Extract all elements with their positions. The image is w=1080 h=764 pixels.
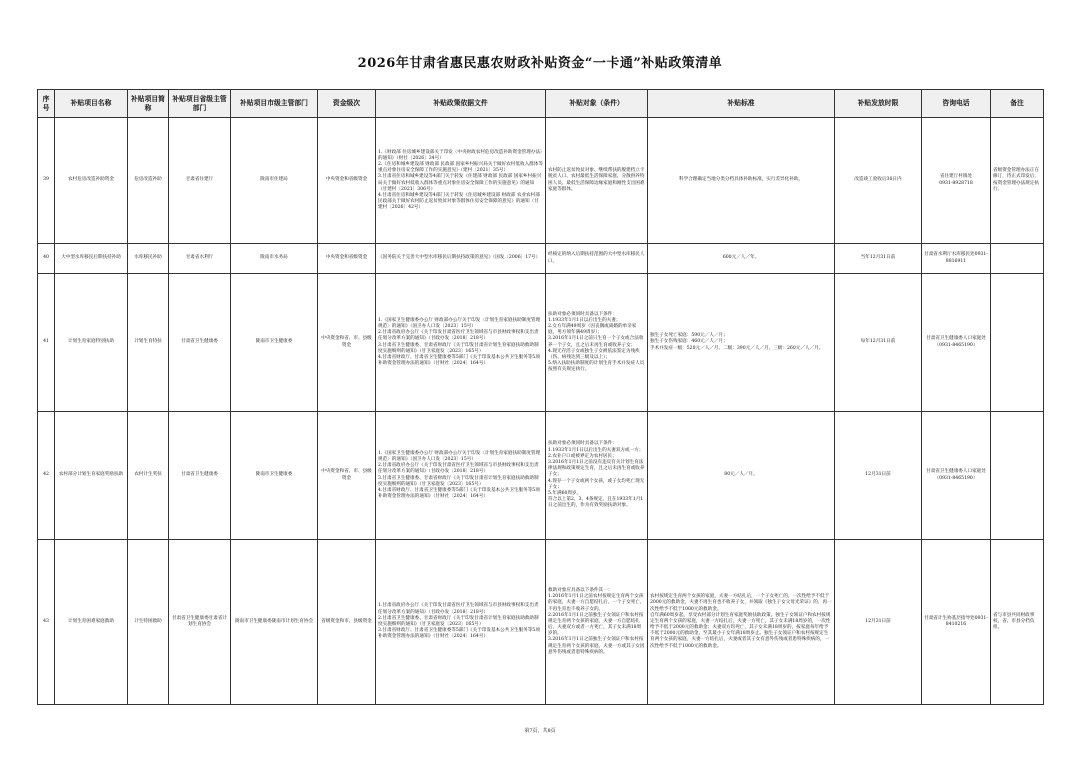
cell-target: 扶助对象必须同时具备以下条件： 1.1933年1月1日以后出生的夫妻； 2.女方年满49周岁（因丧偶或离婚的单亲家庭，男方须年满49周岁）； 3.2016年1月1日之前只生育一个子女或合法收养一个子女，且之后未再生育或收养子女； 4.现无存活子女或独生子女被依法鉴定为残疾（伤、病残达到三级及以上）； 5.纳入扶助扶助制度的计划生育手术并发症人员按照有关规定执行。 [546,274,648,412]
cell-basis: 1.《国家卫生健康委办公厅 财政部办公厅关于印发〈计划生育家庭扶助制度管理规范〉的通知》（国卫办人口发〔2023〕15号） 2.甘肃省政府办公厅《关于印发甘肃省医疗卫生领域省与市县财政事权和支出责任划分改革方案的通知》（甘政办发〔2018〕218号） 3.甘肃省卫生健康委、甘肃省财政厅《关于印发甘肃省计划生育家庭扶助救助制度实施细则的通知》（甘卫家庭发〔2023〕165号） 4.甘肃省财政厅、甘肃省卫生健康委等5部门《关于印发基本公共卫生服务等5项补助资金管理办法的通知》（甘财社〔2024〕164号） [376,274,546,412]
table-row [38,540,1044,705]
cell-name: 大中型水库移民后期扶持补助 [55,244,128,274]
header-phone: 咨询电话 [922,90,991,118]
cell-time: 改造竣工验收后30日内 [835,118,922,244]
cell-no: 43 [38,540,55,705]
header-prov: 补贴项目省级主管部门 [169,90,231,118]
cell-phone: 甘肃省卫生健康委人口家庭处 （0931-8465190） [922,412,991,540]
cell-phone: 甘肃省水利厅水库移民处0931-8816911 [922,244,991,274]
cell-prov: 甘肃省卫生健康委 [169,412,231,540]
cell-level: 中央资金和省级资金 [318,118,376,244]
cell-prov: 甘肃省卫生健康委甘肃省计划生育协会 [169,540,231,705]
cell-city: 陇南市卫生健康委 [231,412,318,540]
header-no: 序号 [38,90,55,118]
cell-name: 农村危房改造补助资金 [55,118,128,244]
header-target: 补贴对象（条件） [546,90,648,118]
cell-remark: 省级资金管理办法正在修订，待正式印发后，按资金管理办法规定执行。 [991,118,1044,244]
header-time: 补贴发放时限 [835,90,922,118]
cell-level: 中央资金和省级资金 [318,244,376,274]
cell-time: 12月31日前 [835,412,922,540]
cell-standard: 农村按规定生育两个女孩的家庭，夫妻一方结扎后，一个子女死亡的，一次性给予不低于2000元的救助金，夫妻不再生育也不收养子女，并领取《独生子女父母光荣证》的，再一次性给予不低于1000元的救助金。 自年满60周岁起，享受农村部分计划生育家庭奖励扶助政策。独生子女领证户和农村按规定生育两个女孩的家庭，夫妻一方结扎后，夫妻一方死亡，其子女未满18周岁的，一次性给予不低于2000元的救助金；夫妻双方均死亡，其子女未满18周岁的，按家庭每年给予不低于2000元的救助金，至其最小子女年满18周岁止。独生子女领证户和农村按规定生育两个女孩的家庭，夫妻一方结扎后，夫妻或者其子女有意外伤残或者患特殊疾病的，一次性给予不低于1000元的救助金。 [648,540,835,705]
document-title: 2026年甘肃省惠民惠农财政补贴资金“一卡通”补贴政策清单 [357,56,723,71]
table-row [38,412,1044,540]
table-header-row [38,90,1044,118]
cell-prov: 甘肃省住建厅 [169,118,231,244]
cell-basis: 1.《国家卫生健康委办公厅 财政部办公厅关于印发〈计划生育家庭扶助制度管理规范〉的通知》（国卫办人口发〔2023〕15号） 2.甘肃省政府办公厅《关于印发甘肃省医疗卫生领域省与市县财政事权和支出责任划分改革方案的通知》（甘政办发〔2018〕218号） 3.甘肃省卫生健康委、甘肃省财政厅《关于印发甘肃省计划生育家庭扶助救助制度实施细则的通知》（甘卫家庭发〔2023〕165号） 4.甘肃省财政厅、甘肃省卫生健康委等5部门《关于印发基本公共卫生服务等5项补助资金管理办法的通知》（甘财社〔2024〕164号） [376,412,546,540]
cell-city: 陇南市水务局 [231,244,318,274]
cell-phone: 甘肃省计生协基层指导处0931-8410216 [922,540,991,705]
cell-level: 省级资金和市、县级资金 [318,540,376,705]
cell-standard: 独生子女死亡家庭：590元／人／月； 独生子女伤残家庭：460元／人／月； 手术并发症一级：520元／人／月、二级：390元／人／月、三级：260元／人／月。 [648,274,835,412]
cell-prov: 甘肃省水利厅 [169,244,231,274]
cell-prov: 甘肃省卫生健康委 [169,274,231,412]
cell-basis: 1.甘肃省政府办公厅《关于印发甘肃省医疗卫生领域省与市县财政事权和支出责任划分改革方案的通知》（甘政办发〔2018〕218号） 2.甘肃省卫生健康委、甘肃省财政厅《关于印发甘肃省计划生育家庭扶助救助制度实施细则的通知》（甘卫家庭发〔2023〕165号） 3.甘肃省财政厅、甘肃省卫生健康委等5部门《关于印发基本公共卫生服务等5项补助资金管理办法的通知》（甘财社〔2024〕164号） [376,540,546,705]
header-city: 补贴项目市级主管部门 [231,90,318,118]
cell-standard: 80元／人／月。 [648,412,835,540]
header-short: 补贴项目简称 [128,90,169,118]
cell-target: 救助对象应具备以下条件其一： 1.2016年1月1日之前农村按规定生育两个女孩的家庭，夫妻一方自愿结扎后，一个子女死亡，不再生育也不收养子女的。 2.2016年1月1日之前独生子女领证户和农村按规定生育两个女孩的家庭，夫妻一方自愿结扎后，夫妻双方或者一方死亡，其子女未满18周岁的。 3.2016年1月1日之前独生子女领证户和农村按规定生育两个女孩的家庭，夫妻一方或其子女因意外伤残或者患特殊疾病的。 [546,540,648,705]
cell-short: 水库移民补助 [128,244,169,274]
cell-time: 每年12月31日前 [835,274,922,412]
header-level: 资金级次 [318,90,376,118]
cell-remark [991,412,1044,540]
cell-standard: 600元／人／年。 [648,244,835,274]
table-row [38,244,1044,274]
cell-name: 农村部分计划生育家庭奖励扶助 [55,412,128,540]
cell-level: 中央资金和省、市、县级资金 [318,274,376,412]
header-standard: 补贴标准 [648,90,835,118]
cell-short: 计划生育特扶 [128,274,169,412]
cell-phone: 甘肃省卫生健康委人口家庭处 （0931-8465190） [922,274,991,412]
cell-no: 42 [38,412,55,540]
cell-name: 计划生育困难家庭救助 [55,540,128,705]
cell-name: 计划生育家庭特别扶助 [55,274,128,412]
cell-target: 经核定的纳入后期扶持范围的大中型水库移民人口。 [546,244,648,274]
table-row [38,118,1044,244]
cell-short: 农村计生奖扶 [128,412,169,540]
header-name: 补贴项目名称 [55,90,128,118]
cell-city: 陇南市住建局 [231,118,318,244]
cell-target: 农村防止返贫致贫对象、继续帮扶的脱建档立卡脱贫人口、农村最低生活保障家庭、分散供养特困人员、最低生活保障边缘家庭和刚性支出困难家庭等群体。 [546,118,648,244]
cell-time: 12月31日前 [835,540,922,705]
cell-time: 当年12月31日前 [835,244,922,274]
page-footer: 第7页，共8页 [524,728,556,734]
header-basis: 补贴政策依据文件 [376,90,546,118]
cell-no: 40 [38,244,55,274]
cell-no: 41 [38,274,55,412]
cell-remark: 省与市县共同财政事权，省、市县分档负担。 [991,540,1044,705]
cell-city: 陇南市卫生健康委 [231,274,318,412]
cell-remark [991,244,1044,274]
cell-no: 39 [38,118,55,244]
policy-table [37,89,1044,705]
cell-remark [991,274,1044,412]
cell-basis: 《国务院关于完善大中型水库移民后期扶持政策的意见》（国发〔2006〕17号） [376,244,546,274]
cell-level: 中央资金和省、市、县级资金 [318,412,376,540]
cell-target: 扶助对象必须同时具备以下条件： 1.1933年1月1日以后出生的夫妻双方或一方； 2.农业户口或被界定为农村居民； 3.2016年1月1日之前没有违反有关计划生育法律法规和政策规定生育，且之后未再生育或收养子女； 4.现存一个子女或两个女孩，或子女均死亡现无子女； 5.年满60周岁。 符合以上第2、3、4条规定，且在1933年1月1日之前出生的，作为有效奖励扶助对象。 [546,412,648,540]
cell-standard: 科学合理确定当地分类分档具体补助标准，实行差异化补助。 [648,118,835,244]
cell-phone: 省住建厅村镇处 0931-8928718 [922,118,991,244]
cell-short: 计生特困救助 [128,540,169,705]
cell-basis: 1.《财政部 住房城乡建设部关于印发〈中央财政农村危房改造补助资金管理办法〉的通知》（财社〔2026〕34号） 2.《住房和城乡建设部 财政部 民政部 国家乡村振兴局关于做好农村低收入群体等重点对象住房安全保障工作的实施意见》（建村〔2021〕35号） 3.甘肃省住房和城乡建设等4部门关于转发《住建部 财政部 民政部 国家乡村振兴局关于做好农村低收入群体等重点对象住房安全保障工作的实施意见》的通知（甘建村〔2021〕306号） 4.甘肃省住房和城乡建设等4部门关于转发《住房城乡建设部 财政部 农业农村部 民政部关于做好农村防止返贫致贫对象等群体住房安全保障的意见》的通知（甘建村〔2026〕42号） [376,118,546,244]
cell-city: 陇南市卫生健康委陇南市计划生育协会 [231,540,318,705]
table-row [38,274,1044,412]
header-remark: 备注 [991,90,1044,118]
cell-short: 危房改造补助 [128,118,169,244]
